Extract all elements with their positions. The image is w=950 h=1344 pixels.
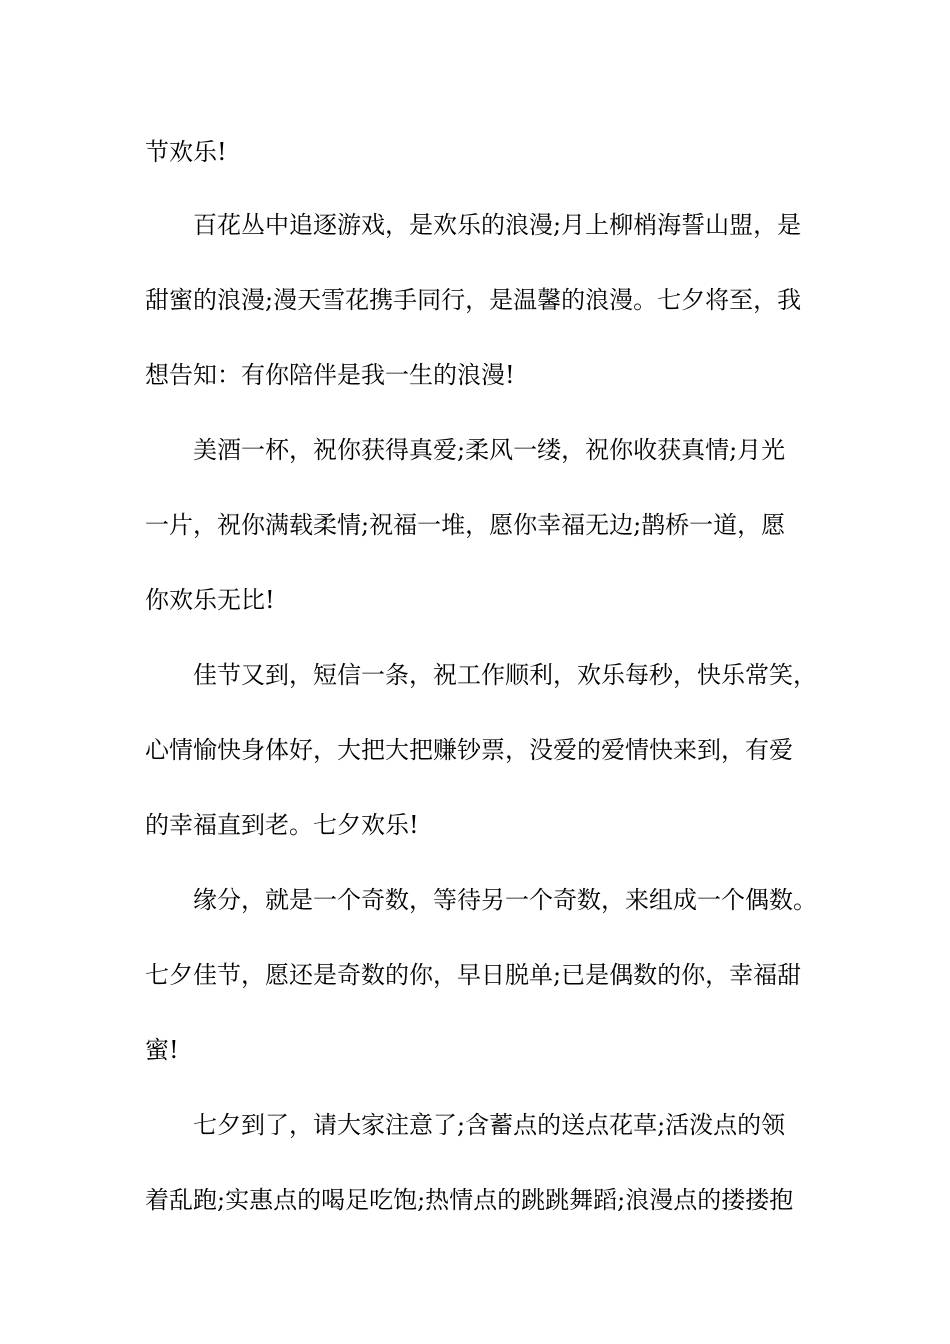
paragraph-first-line: 缘分，就是一个奇数，等待另一个奇数，来组成一个偶数。 [193,886,817,914]
text-line: 蜜! [145,1036,179,1064]
paragraph-first-line: 百花丛中追逐游戏，是欢乐的浪漫;月上柳梢海誓山盟，是 [193,211,802,239]
text-line: 的幸福直到老。七夕欢乐! [145,811,419,839]
text-line: 心情愉快身体好，大把大把赚钞票，没爱的爱情快来到，有爱 [145,736,793,764]
paragraph-first-line: 佳节又到，短信一条，祝工作顺利，欢乐每秒，快乐常笑， [193,661,817,689]
text-line: 节欢乐! [145,138,227,166]
text-line: 七夕佳节，愿还是奇数的你，早日脱单;已是偶数的你，幸福甜 [145,961,802,989]
paragraph-first-line: 七夕到了，请大家注意了;含蓄点的送点花草;活泼点的领 [193,1111,786,1139]
paragraph-first-line: 美酒一杯，祝你获得真爱;柔风一缕，祝你收获真情;月光 [193,436,786,464]
text-line: 着乱跑;实惠点的喝足吃饱;热情点的跳跳舞蹈;浪漫点的搂搂抱 [145,1186,794,1214]
text-line: 一片，祝你满载柔情;祝福一堆，愿你幸福无边;鹊桥一道，愿 [145,511,786,539]
text-line: 想告知：有你陪伴是我一生的浪漫! [145,361,515,389]
text-line: 甜蜜的浪漫;漫天雪花携手同行，是温馨的浪漫。七夕将至，我 [145,286,802,314]
text-line: 你欢乐无比! [145,586,275,614]
